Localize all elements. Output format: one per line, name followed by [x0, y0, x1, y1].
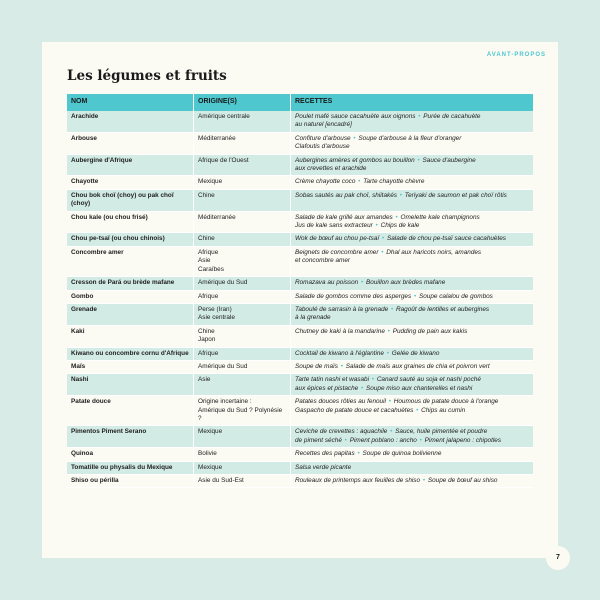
cell-recipes — [291, 246, 534, 276]
recipe-line — [295, 350, 529, 358]
recipe-line — [295, 437, 529, 445]
recipe-name: Houmous de patate douce à l'orange — [393, 398, 499, 406]
recipe-name: Wok de bœuf au chou pe-tsaï — [295, 235, 380, 243]
cell-recipes — [291, 426, 534, 448]
recipe-name: Recettes des papitas — [295, 450, 355, 458]
table-row — [67, 461, 533, 474]
origin-line: Caraïbes — [198, 265, 224, 273]
recipe-line — [295, 428, 529, 436]
recipe-name: Ceviche de crevettes : aquachile — [295, 428, 388, 436]
separator-dot-icon: • — [397, 191, 404, 199]
origin-line: Afrique — [198, 349, 219, 357]
recipe-line — [295, 306, 529, 314]
cell-name: Shiso ou périlla — [67, 475, 194, 488]
recipe-name: Tarte chayotte chèvre — [363, 178, 425, 186]
separator-dot-icon: • — [415, 156, 422, 164]
cell-origin — [194, 448, 291, 461]
table-row — [67, 448, 533, 461]
cell-recipes — [291, 277, 534, 290]
cell-origin — [194, 211, 291, 233]
separator-dot-icon: • — [351, 134, 358, 142]
table-row — [67, 176, 533, 189]
separator-dot-icon: • — [421, 477, 427, 484]
recipe-line — [295, 279, 529, 287]
origin-line: Amérique centrale — [198, 113, 250, 120]
separator-dot-icon: • — [359, 384, 366, 392]
recipe-name: Sobas sautés au pak choï, shiitakés — [295, 191, 397, 199]
separator-dot-icon: • — [370, 376, 376, 384]
recipe-name: Dhal aux haricots noirs, amandes — [386, 248, 482, 256]
recipe-name: Pudding de pain aux kakis — [392, 327, 468, 335]
table-row — [67, 277, 533, 290]
recipe-line — [295, 398, 529, 406]
recipe-name: Salsa verde picante — [295, 463, 352, 471]
cell-recipes — [291, 233, 534, 246]
cell-name: Cresson de Pará ou brède mafane — [67, 277, 194, 290]
cell-recipes — [291, 325, 534, 347]
recipe-line — [295, 363, 529, 371]
recipe-name: Teriyaki de saumon et pak choï rôtis — [404, 191, 507, 199]
page — [42, 42, 558, 558]
separator-dot-icon: • — [416, 113, 423, 120]
origin-line: Japon — [198, 336, 216, 344]
recipe-name: Confiture d'arbouse — [295, 134, 351, 142]
column-header-recipes: RECETTES — [291, 94, 534, 111]
origin-line: Perse (Iran) — [198, 305, 232, 313]
table-row — [67, 111, 533, 132]
origin-line: Asie du Sud-Est — [198, 477, 244, 484]
recipe-name: Ragoût de lentilles et aubergines — [396, 305, 490, 313]
cell-name: Pimentos Piment Serano — [67, 426, 194, 448]
cell-recipes — [291, 475, 534, 488]
recipe-name: Soupe d'arbouse à la fleur d'oranger — [358, 134, 462, 142]
table-row — [67, 290, 533, 303]
separator-dot-icon: • — [379, 248, 386, 256]
recipe-name: Poulet mafé sauce cacahuète aux oignons — [295, 113, 416, 120]
separator-dot-icon: • — [386, 398, 393, 406]
cell-origin — [194, 303, 291, 325]
table-row — [67, 475, 533, 488]
recipe-name: Tarte tatin nashi et wasabi — [295, 376, 370, 384]
cell-recipes — [291, 132, 534, 154]
recipe-name: Aubergines amères et gombos au bouillon — [295, 156, 415, 164]
table-row — [67, 233, 533, 246]
cell-name: Kaki — [67, 325, 194, 347]
table-row — [67, 303, 533, 325]
recipe-line — [295, 464, 529, 472]
cell-recipes — [291, 360, 534, 373]
recipe-name: Jus de kale sans extracteur — [295, 222, 373, 230]
cell-name: Gombo — [67, 290, 194, 303]
recipe-name: Gelée de kiwano — [391, 349, 440, 357]
recipe-line — [295, 293, 529, 301]
cell-origin — [194, 233, 291, 246]
recipe-name: Gaspacho de patate douce et cacahuètes — [295, 406, 414, 414]
cell-name: Maïs — [67, 360, 194, 373]
origin-line: Mexique — [198, 463, 223, 471]
origin-line: Origine incertaine : — [198, 398, 252, 406]
recipe-name: Soupe de maïs — [295, 362, 338, 370]
origin-line: Méditerranée — [198, 213, 236, 221]
recipe-name: Piment poblano : ancho — [349, 436, 417, 444]
separator-dot-icon: • — [359, 279, 366, 287]
origin-line: Afrique — [198, 248, 219, 256]
cell-origin — [194, 189, 291, 211]
cell-origin — [194, 176, 291, 189]
recipe-name: Crème chayotte coco — [295, 178, 356, 186]
origin-line: Bolivie — [198, 450, 217, 458]
recipe-line — [295, 450, 529, 458]
table-row — [67, 347, 533, 360]
recipe-line — [295, 477, 529, 485]
recipe-name: Chips au cumin — [421, 406, 466, 414]
cell-origin — [194, 475, 291, 488]
recipe-line — [295, 157, 529, 165]
origin-line: Afrique — [198, 292, 219, 300]
table-header-row — [67, 94, 533, 111]
recipe-name: et concombre amer — [295, 257, 351, 265]
recipe-name: Patates douces rôties au fenouil — [295, 398, 386, 406]
recipe-name: Canard sauté au soja et nashi poché — [376, 376, 481, 384]
recipe-name: Sauce d'aubergine — [422, 156, 476, 164]
recipe-line — [295, 235, 529, 243]
recipe-name: Piment jalapeno : chipotles — [424, 436, 502, 444]
separator-dot-icon: • — [355, 450, 362, 458]
cell-name: Chou pe-tsaï (ou chou chinois) — [67, 233, 194, 246]
table-row — [67, 211, 533, 233]
recipe-line — [295, 121, 529, 129]
separator-dot-icon: • — [380, 235, 386, 243]
separator-dot-icon: • — [389, 305, 396, 313]
cell-name: Kiwano ou concombre cornu d'Afrique — [67, 347, 194, 360]
table-row — [67, 426, 533, 448]
cell-name: Quinoa — [67, 448, 194, 461]
recipe-line — [295, 192, 529, 200]
origin-line: Mexique — [198, 428, 223, 436]
separator-dot-icon: • — [414, 406, 421, 414]
cell-origin — [194, 277, 291, 290]
cell-origin — [194, 426, 291, 448]
cell-name: Concombre amer — [67, 246, 194, 276]
recipe-line — [295, 214, 529, 222]
recipe-line — [295, 376, 529, 384]
produce-table — [67, 94, 533, 488]
recipe-name: Chips de kale — [380, 222, 420, 230]
cell-origin — [194, 461, 291, 474]
cell-recipes — [291, 176, 534, 189]
cell-recipes — [291, 303, 534, 325]
recipe-name: Omelette kale champignons — [400, 213, 480, 221]
cell-recipes — [291, 374, 534, 396]
cell-origin — [194, 325, 291, 347]
recipe-line — [295, 257, 529, 265]
separator-dot-icon: • — [339, 362, 345, 370]
origin-line: Chine — [198, 191, 215, 199]
recipe-line — [295, 222, 529, 230]
recipe-name: Bouillon aux brèdes mafane — [366, 279, 446, 287]
separator-dot-icon: • — [417, 436, 424, 444]
recipe-name: Sauce, huile pimentée et poudre — [395, 428, 488, 436]
recipe-name: Soupe de quinoa bolivienne — [362, 450, 442, 458]
recipe-name: aux crevettes et arachide — [295, 165, 367, 173]
recipe-name: Salade de kale grillé aux amandes — [295, 213, 393, 221]
origin-line: Chine — [198, 235, 215, 243]
table-row — [67, 132, 533, 154]
table-row — [67, 154, 533, 176]
recipe-line — [295, 143, 529, 151]
cell-origin — [194, 154, 291, 176]
recipe-name: Soupe calalou de gombos — [418, 292, 493, 300]
cell-name: Arbouse — [67, 132, 194, 154]
recipe-name: de piment séché — [295, 436, 342, 444]
cell-recipes — [291, 211, 534, 233]
page-number: 7 — [546, 546, 570, 570]
separator-dot-icon: • — [412, 292, 418, 300]
table-body — [67, 111, 533, 488]
recipe-name: à la grenade — [295, 314, 331, 322]
recipe-name: Soupe de bœuf au shiso — [427, 477, 498, 484]
recipe-name: Soupe miso aux chanterelles et nashi — [366, 384, 473, 392]
cell-name: Patate douce — [67, 396, 194, 426]
cell-name: Nashi — [67, 374, 194, 396]
table-row — [67, 246, 533, 276]
cell-recipes — [291, 347, 534, 360]
cell-recipes — [291, 111, 534, 132]
recipe-line — [295, 328, 529, 336]
table-row — [67, 360, 533, 373]
recipe-name: Rouleaux de printemps aux feuilles de shiso — [295, 477, 421, 484]
cell-name: Chayotte — [67, 176, 194, 189]
recipe-name: Purée de cacahuète — [423, 113, 481, 120]
cell-origin — [194, 246, 291, 276]
origin-line: Asie — [198, 257, 211, 265]
recipe-line — [295, 135, 529, 143]
recipe-name: au naturel [encadré] — [295, 121, 352, 129]
origin-line: Chine — [198, 327, 215, 335]
cell-name: Grenade — [67, 303, 194, 325]
recipe-name: Beignets de concombre amer — [295, 248, 379, 256]
recipe-name: Salade de chou pe-tsaï sauce cacahuètes — [386, 235, 507, 243]
recipe-name: Clafoutis d'arbouse — [295, 143, 350, 151]
column-header-origin: ORIGINE(S) — [194, 94, 291, 111]
cell-name: Arachide — [67, 111, 194, 132]
recipe-line — [295, 249, 529, 257]
cell-origin — [194, 374, 291, 396]
origin-line: Asie centrale — [198, 314, 235, 322]
page-title: Les légumes et fruits — [67, 68, 227, 84]
origin-line: Asie — [198, 376, 211, 384]
separator-dot-icon: • — [388, 428, 395, 436]
table-row — [67, 189, 533, 211]
origin-line: Mexique — [198, 178, 223, 186]
recipe-line — [295, 314, 529, 322]
origin-line: Méditerranée — [198, 134, 236, 142]
cell-recipes — [291, 189, 534, 211]
cell-origin — [194, 347, 291, 360]
origin-line: Amérique du Sud ? Polynésie ? — [198, 406, 283, 422]
cell-name: Chou kale (ou chou frisé) — [67, 211, 194, 233]
cell-name: Aubergine d'Afrique — [67, 154, 194, 176]
separator-dot-icon: • — [373, 222, 380, 230]
separator-dot-icon: • — [384, 349, 391, 357]
table-row — [67, 396, 533, 426]
cell-origin — [194, 396, 291, 426]
recipe-line — [295, 113, 529, 121]
recipe-name: Romazava au poisson — [295, 279, 359, 287]
origin-line: Amérique du Sud — [198, 279, 248, 287]
recipe-name: Taboulé de sarrasin à la grenade — [295, 305, 389, 313]
cell-origin — [194, 290, 291, 303]
cell-name: Chou bok choï (choy) ou pak choï (choy) — [67, 189, 194, 211]
recipe-name: Salade de gombos comme des asperges — [295, 292, 412, 300]
separator-dot-icon: • — [356, 178, 363, 186]
recipe-line — [295, 165, 529, 173]
table-row — [67, 374, 533, 396]
recipe-name: aux épices et pistache — [295, 384, 359, 392]
cell-origin — [194, 132, 291, 154]
separator-dot-icon: • — [342, 436, 349, 444]
cell-origin — [194, 111, 291, 132]
cell-recipes — [291, 448, 534, 461]
origin-line: Afrique de l'Ouest — [198, 156, 249, 164]
recipe-name: Cocktail de kiwano à l'églantine — [295, 349, 384, 357]
cell-recipes — [291, 396, 534, 426]
cell-name: Tomatille ou physalis du Mexique — [67, 461, 194, 474]
recipe-name: Salade de maïs aux graines de chia et poivron vert — [345, 362, 490, 370]
recipe-name: Chutney de kaki à la mandarine — [295, 327, 385, 335]
recipe-line — [295, 178, 529, 186]
recipe-line — [295, 385, 529, 393]
section-header: AVANT-PROPOS — [486, 52, 546, 58]
recipe-line — [295, 407, 529, 415]
cell-recipes — [291, 461, 534, 474]
cell-recipes — [291, 154, 534, 176]
origin-line: Amérique du Sud — [198, 362, 248, 370]
table-row — [67, 325, 533, 347]
column-header-name: NOM — [67, 94, 194, 111]
separator-dot-icon: • — [393, 213, 400, 221]
cell-origin — [194, 360, 291, 373]
separator-dot-icon: • — [385, 327, 392, 335]
cell-recipes — [291, 290, 534, 303]
